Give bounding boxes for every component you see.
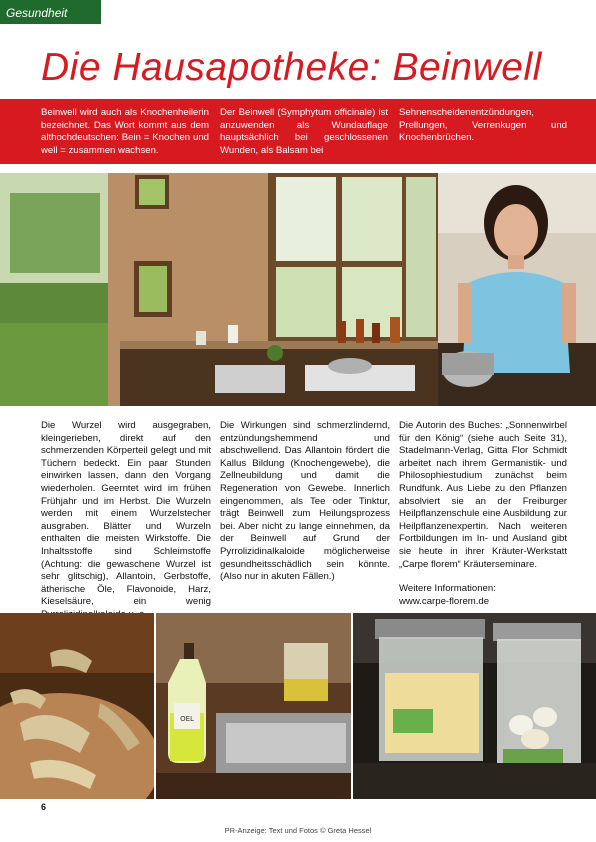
jars-photo <box>353 613 596 799</box>
photo-credit: PR-Anzeige: Text und Fotos © Greta Hessel <box>224 826 372 835</box>
roots-photo <box>0 613 154 799</box>
body-col-3 <box>399 420 567 608</box>
oil-label: OEL <box>180 715 194 723</box>
author-bio: Die Autorin des Buches: „Sonnenwirbel für den König“ (siehe auch Seite 31), Stadelmann-Verlag, Gitta Flor Schmidt arbeitet nach ihrem Germanistik- und Philosophiestudium zunächst beim Rundfunk. Aus Liebe zu den Pflanzen absolviert sie an der Freiburger Heilpflanzenschule eine Ausbildung zur Heilpflanzenexpertin. Nach weiteren Fortbildungen im In- und Ausland gibt sie heute in ihrer Kräuter-Werkstatt „Carpe florem“ Kräuterseminare. <box>399 420 567 570</box>
oil-bottle-photo <box>156 613 351 799</box>
intro-col-3: Sehnenscheidenentzündungen, Prellungen, Verrenkugen und Knochenbrüchen. <box>399 107 567 144</box>
author-photo <box>438 173 596 406</box>
body-col-2: Die Wirkungen sind schmerzlindernd, entzündungshemmend und abschwellend. Das Allantoin fördert die Kallus Bildung (Knochengewebe), die Zellneubildung und damit die Regeneration von Gewebe. Innerlich eingenommen, als Tee oder Tinktur, trägt Beinwell zum Heilungsprozess bei. Aber nicht zu lange einnehmen, da der Beinwell auf Grund der Pyrrolizidinalkaloide möglicherweise gesundheitsschädlich sein könnte. (Also nur in akuten Fällen.) <box>220 420 390 583</box>
intro-col-2: Der Beinwell (Symphytum officinale) ist anzuwenden als Wundauflage hauptsächlich bei geschlossenen Wunden, als Balsam bei <box>220 107 388 156</box>
info-label: Weitere Informationen: <box>399 583 496 595</box>
section-tag: Gesundheit <box>0 0 101 24</box>
page-title: Die Hausapotheke: Beinwell <box>41 46 542 89</box>
info-url: www.carpe-florem.de <box>399 595 490 607</box>
kitchen-photo <box>0 173 438 406</box>
intro-col-1: Beinwell wird auch als Knochenheilerin bezeichnet. Das Wort kommt aus dem althochdeutschen: Bein = Knochen und well = zusammen wachsen. <box>41 107 209 156</box>
page-number: 6 <box>41 802 47 812</box>
body-col-1: Die Wurzel wird ausgegraben, kleingerieben, direkt auf den schmerzenden Körperteil gelegt und mit Tüchern bedeckt. Ein paar Stunden einwirken lassen, dann den Vorgang wiederholen. Geerntet wird im frühen Frühjahr und im Herbst. Die Wurzeln werden mit einem Wurzelstecher ausgraben. Blätter und Wurzeln enthalten die meisten Wirkstoffe. Die Inhaltsstoffe sind Schleimstoffe (Achtung: die gewaschene Wurzel ist sehr glitschig), Allantoin, Gerbstoffe, ätherische Öle, Flavonoide, Harz, Kieselsäure, ein wenig <box>41 420 211 608</box>
